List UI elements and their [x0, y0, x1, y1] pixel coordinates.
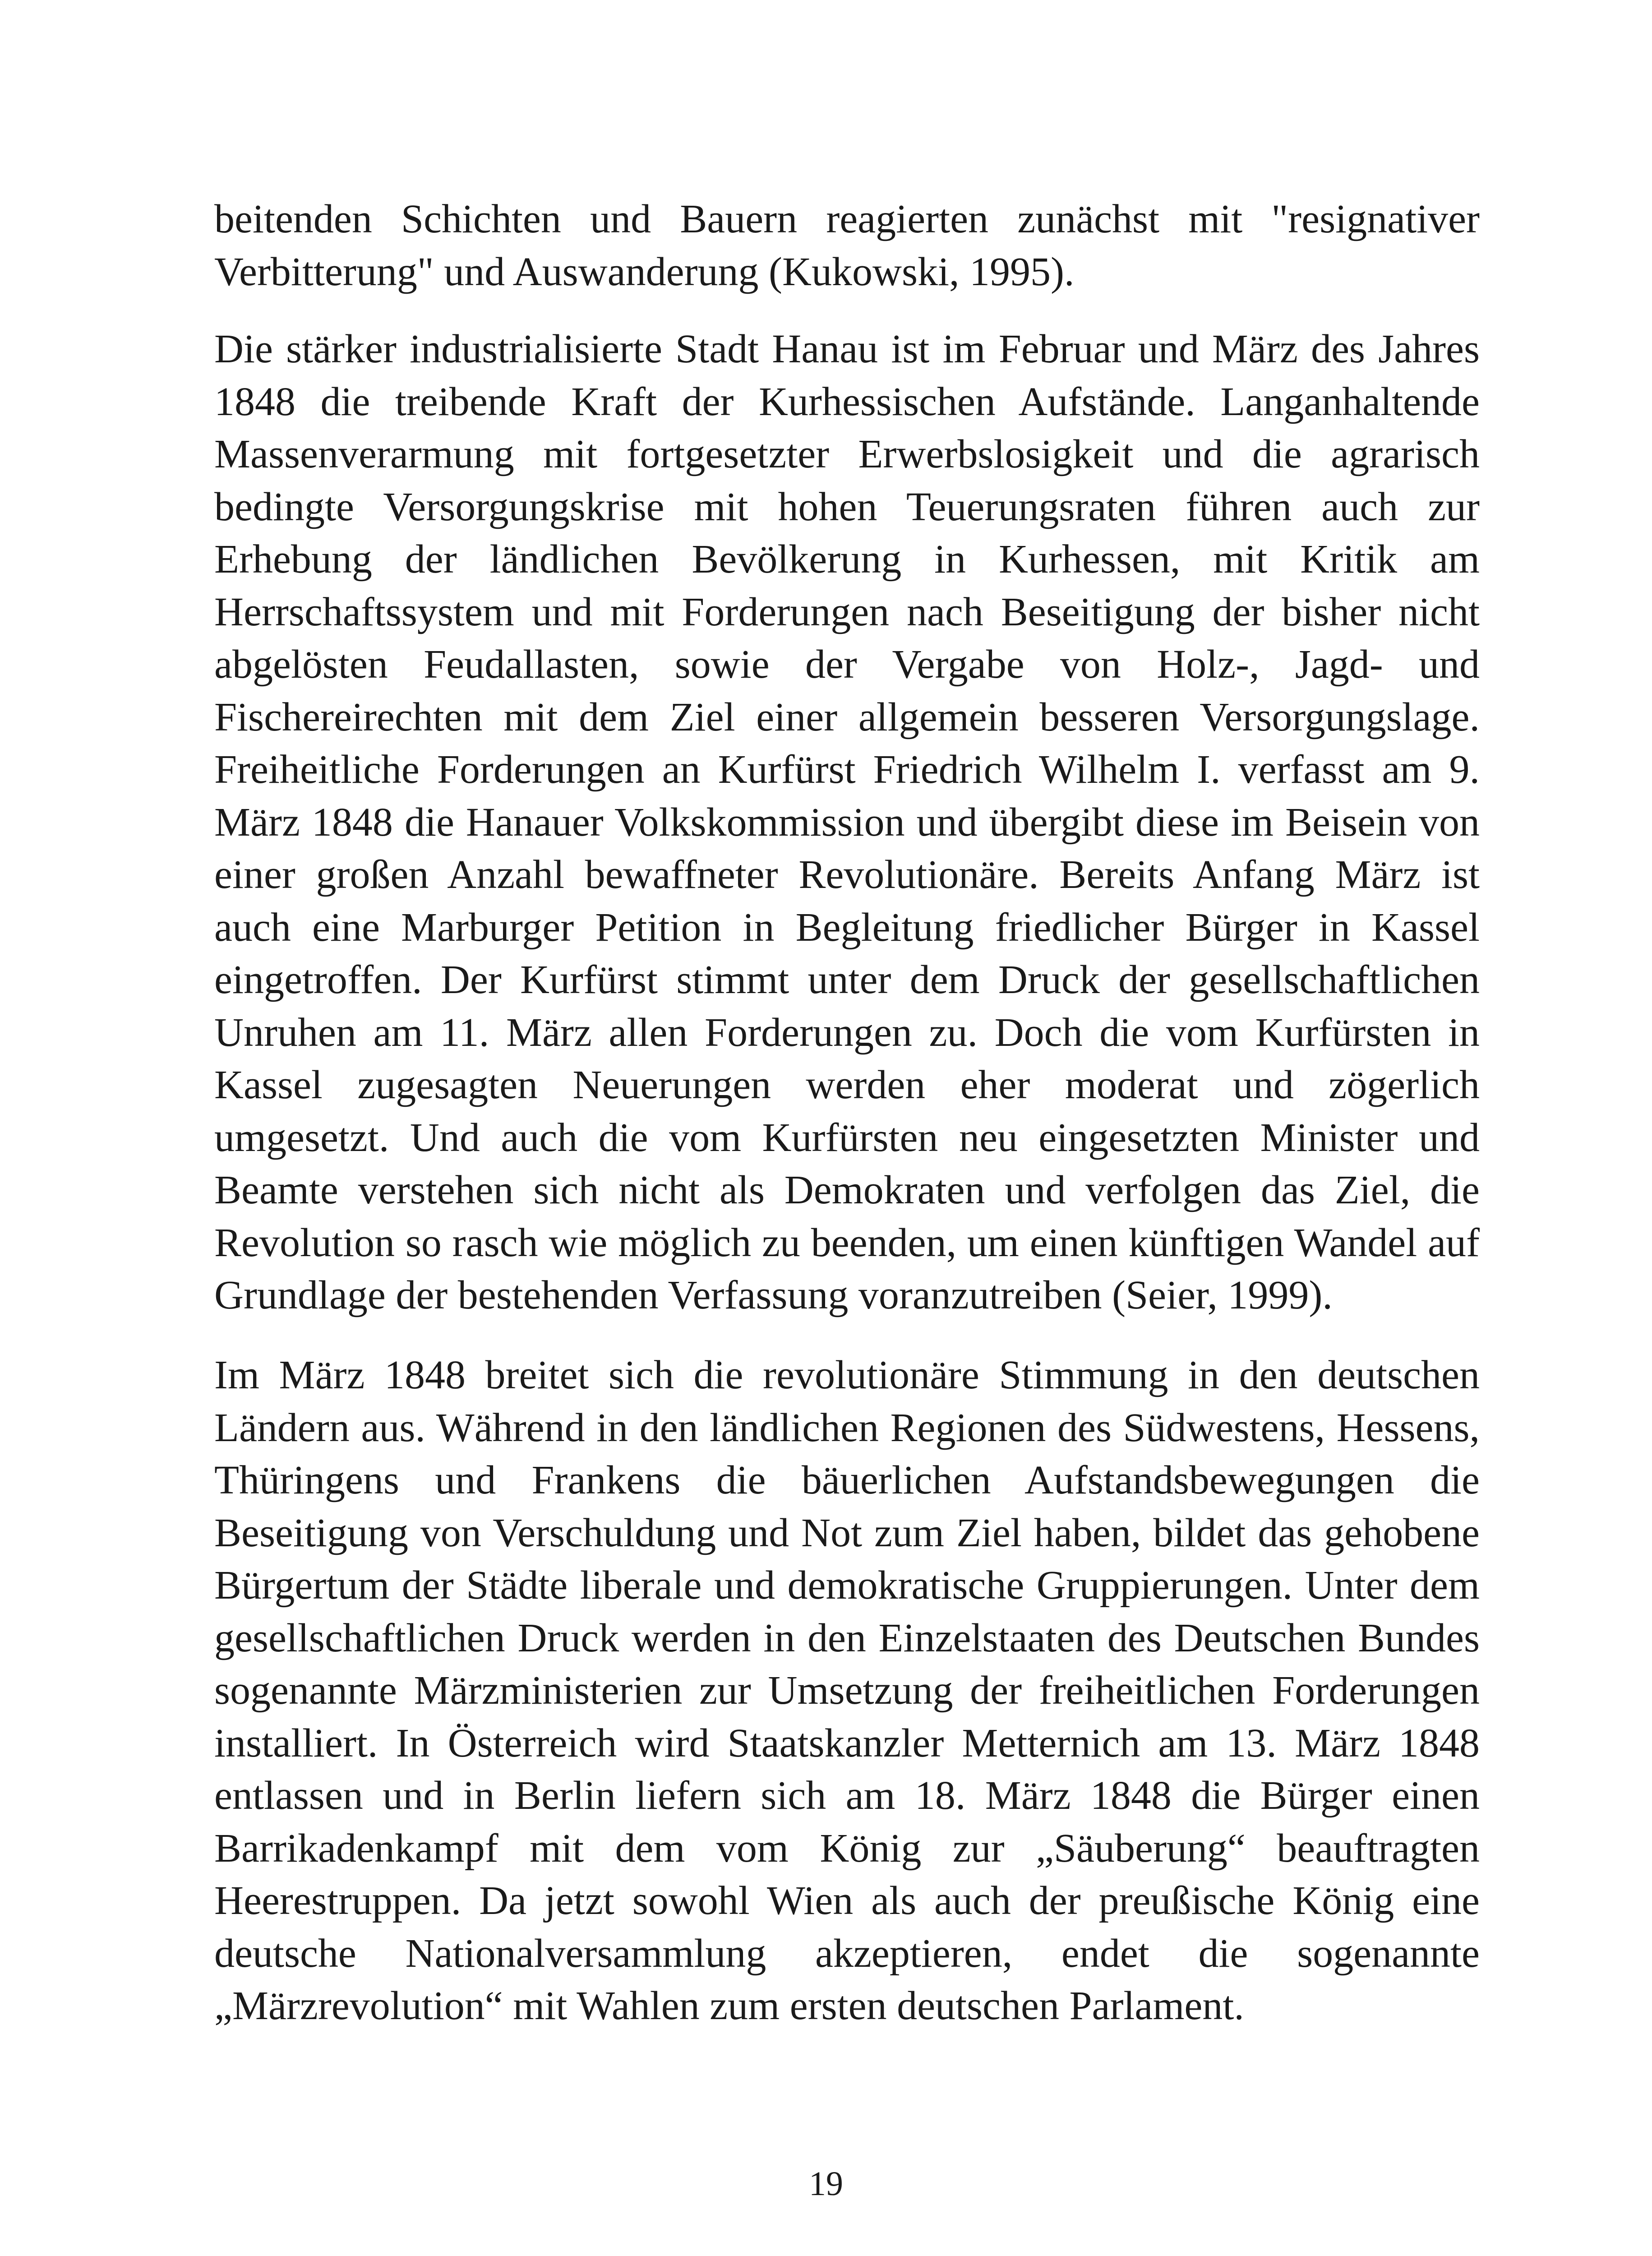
paragraph-1: beitenden Schichten und Bauern reagierten zunächst mit "resignativer Verbitterung" und Auswanderung (Kukowski, 1995). [214, 197, 1480, 294]
page-number: 19 [809, 2165, 843, 2203]
paragraph-2: Die stärker industrialisierte Stadt Hanau ist im Februar und März des Jahres 1848 die treibende Kraft der Kurhessischen Aufstände. Langanhaltende Massenverarmung mit fortgesetzter Erwerbslosigkeit und die agrarisch bedingte Versorgungskrise mit hohen Teuerungsraten führen auch zur Erhebung der ländlichen Bevölkerung in Kurhessen, mit Kritik am Herrschaftssystem und mit Forderungen nach Beseitigung der bisher nicht abgelösten Feudallasten, sowie der Vergabe von Holz-, Jagd- und Fischereirechten mit dem Ziel einer allgemein besseren Versorgungslage. Freiheitliche Forderungen an Kurfürst Friedrich Wilhelm I. verfasst am 9. März 1848 die Hanauer Volkskommission und übergibt diese im Beisein von einer großen Anzahl bewaffneter Revolutionäre. Bereits Anfang März ist auch eine Marburger Petition in Begleitung friedlicher Bürger in Kassel eingetroffen. Der Kurfürst stimmt unter dem Druck der gesellschaftlichen Unruhen am 11. März allen Forderungen zu. Doch die vom Kurfürsten in Kassel zugesagten Neuerungen werden eher moderat und zögerlich umgesetzt. Und auch die vom Kurfürsten neu eingesetzten Minister und Beamte verstehen sich nicht als Demokraten und verfolgen das Ziel, die Revolution so rasch wie möglich zu beenden, um einen künftigen Wandel auf Grundlage der bestehenden Verfassung voranzutreiben (Seier, 1999). [214, 327, 1480, 1318]
paragraph-3: Im März 1848 breitet sich die revolutionäre Stimmung in den deutschen Ländern aus. Während in den ländlichen Regionen des Südwestens, Hessens, Thüringens und Frankens die bäuerlichen Aufstandsbewegungen die Beseitigung von Verschuldung und Not zum Ziel haben, bildet das gehobene Bürgertum der Städte liberale und demokratische Gruppierungen. Unter dem gesellschaftlichen Druck werden in den Einzelstaaten des Deutschen Bundes sogenannte Märzministerien zur Umsetzung der freiheitlichen Forderungen installiert. In Österreich wird Staatskanzler Metternich am 13. März 1848 entlassen und in Berlin liefern sich am 18. März 1848 die Bürger einen Barrikadenkampf mit dem vom König zur „Säuberung“ beauftragten Heerestruppen. Da jetzt sowohl Wien als auch der preußische König eine deutsche Nationalversammlung akzeptieren, endet die sogenannte „Märzrevolution“ mit Wahlen zum ersten deutschen Parlament. [214, 1353, 1480, 2028]
